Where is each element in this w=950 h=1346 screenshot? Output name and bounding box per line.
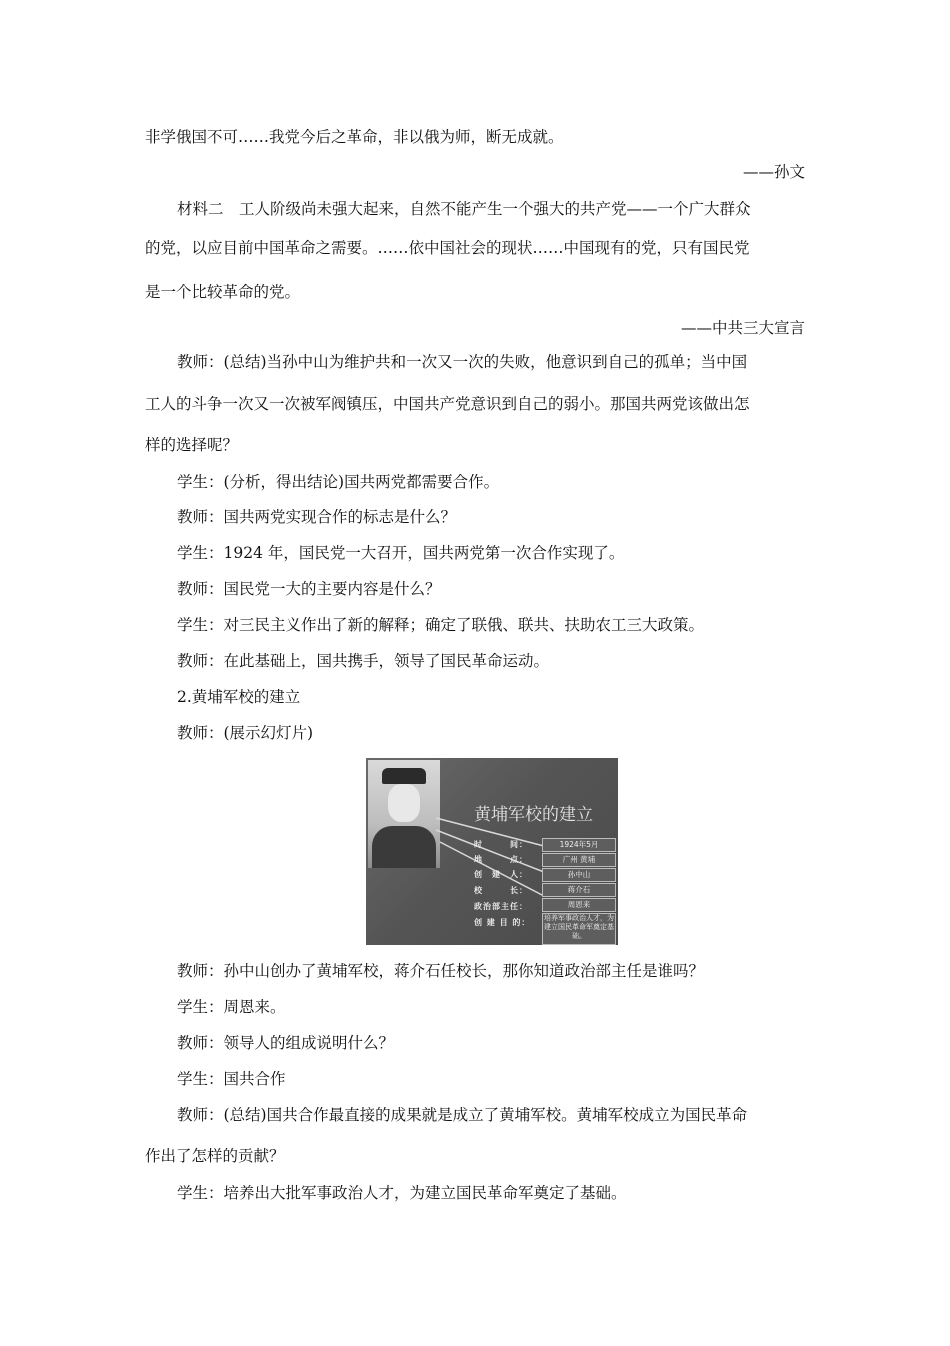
teacher-question: 教师：领导人的组成说明什么？ xyxy=(177,1034,395,1052)
student-answer: 学生：对三民主义作出了新的解释；确定了联俄、联共、扶助农工三大政策。 xyxy=(177,616,705,634)
teacher-statement: 教师：(展示幻灯片) xyxy=(177,724,314,742)
student-answer: 学生：国共合作 xyxy=(177,1070,286,1088)
slide-label-purpose: 创 建 目 的： xyxy=(474,918,531,927)
teacher-question: 教师：孙中山创办了黄埔军校，蒋介石任校长，那你知道政治部主任是谁吗？ xyxy=(177,962,705,980)
slide-title: 黄埔军校的建立 xyxy=(474,805,593,825)
section-heading: 2.黄埔军校的建立 xyxy=(177,688,301,706)
teacher-summary-line-1: 教师：(总结)国共合作最直接的成果就是成立了黄埔军校。黄埔军校成立为国民革命 xyxy=(177,1106,748,1124)
quote-text: 非学俄国不可……我党今后之革命，非以俄为师，断无成就。 xyxy=(145,128,564,146)
material-two-line-1: 材料二 工人阶级尚未强大起来，自然不能产生一个强大的共产党——一个广大群众 xyxy=(177,200,751,218)
teacher-summary-line-2: 作出了怎样的贡献？ xyxy=(145,1147,285,1165)
slide-value-purpose: 培养军事政治人才，为建立国民革命军奠定基础。 xyxy=(542,913,616,945)
teacher-statement: 教师：在此基础上，国共携手，领导了国民革命运动。 xyxy=(177,652,550,670)
teacher-summary-line-2: 工人的斗争一次又一次被军阀镇压，中国共产党意识到自己的弱小。那国共两党该做出怎 xyxy=(145,395,750,413)
student-answer: 学生：(分析，得出结论)国共两党都需要合作。 xyxy=(177,473,500,491)
student-answer: 学生：1924 年，国民党一大召开，国共两党第一次合作实现了。 xyxy=(177,544,625,562)
slide-label-place: 地 点： xyxy=(474,855,528,864)
slide-label-political-director: 政治部主任： xyxy=(474,902,528,911)
slide-image xyxy=(366,758,618,945)
slide-value-time: 1924年5月 xyxy=(542,838,616,852)
teacher-summary-line-3: 样的选择呢？ xyxy=(145,436,239,454)
slide-value-principal: 蒋介石 xyxy=(542,883,616,897)
material-two-line-3: 是一个比较革命的党。 xyxy=(145,283,301,301)
quote-source: ——孙文 xyxy=(742,163,805,181)
teacher-question: 教师：国共两党实现合作的标志是什么？ xyxy=(177,508,457,526)
teacher-summary-line-1: 教师：(总结)当孙中山为维护共和一次又一次的失败，他意识到自己的孤单；当中国 xyxy=(177,353,748,371)
student-answer: 学生：培养出大批军事政治人才，为建立国民革命军奠定了基础。 xyxy=(177,1184,627,1202)
teacher-question: 教师：国民党一大的主要内容是什么？ xyxy=(177,580,441,598)
student-answer: 学生：周恩来。 xyxy=(177,998,286,1016)
material-two-line-2: 的党，以应目前中国革命之需要。……依中国社会的现状……中国现有的党，只有国民党 xyxy=(145,239,750,257)
slide-label-founder: 创 建 人： xyxy=(474,870,528,879)
slide-value-founder: 孙中山 xyxy=(542,868,616,882)
slide-value-place: 广州 黄埔 xyxy=(542,853,616,867)
slide-label-time: 时 间： xyxy=(474,840,528,849)
slide-label-principal: 校 长： xyxy=(474,886,528,895)
slide-value-political-director: 周恩来 xyxy=(542,898,616,912)
quote-source-2: ——中共三大宣言 xyxy=(680,319,805,337)
